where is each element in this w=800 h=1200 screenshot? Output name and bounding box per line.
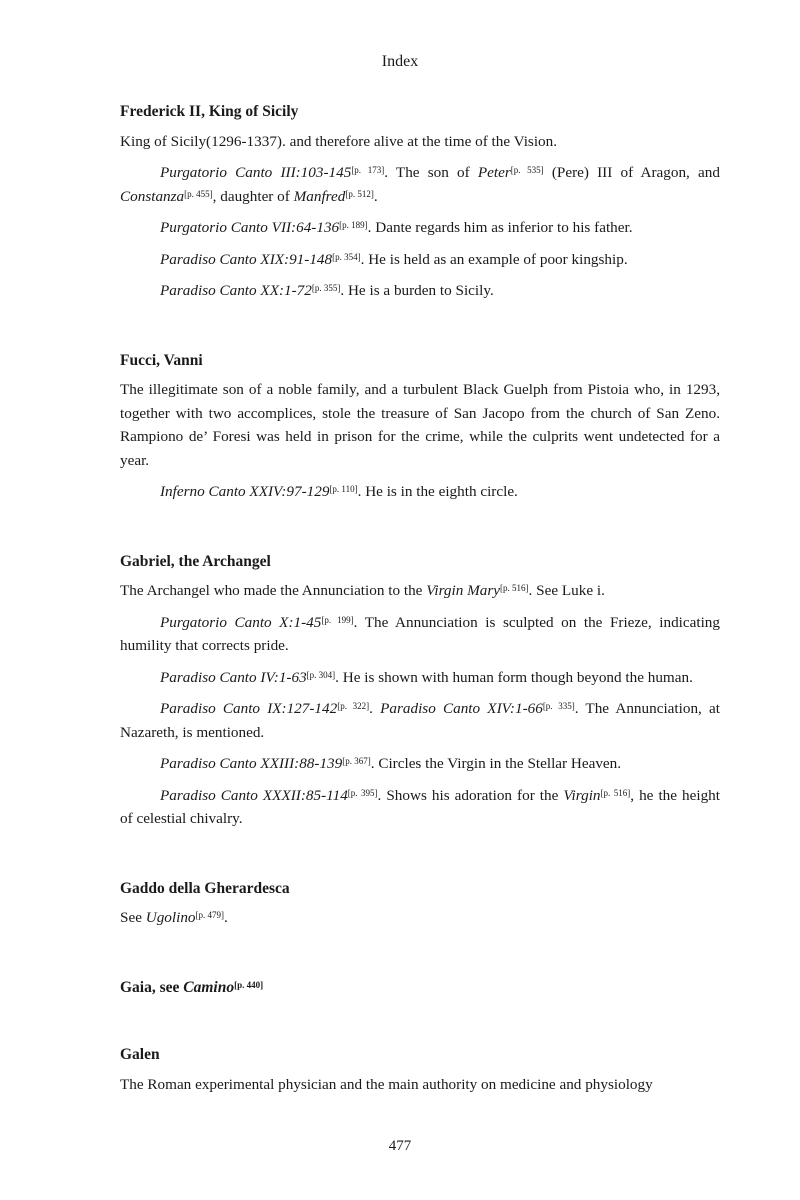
canto-link[interactable]: Purgatorio Canto VII:64-136 <box>160 219 340 236</box>
entry-spacer <box>120 1005 720 1043</box>
page-ref-link[interactable]: [p. 199] <box>321 614 354 625</box>
ref-text: . The son of <box>384 164 478 181</box>
name-link[interactable]: Virgin Mary <box>426 582 501 599</box>
entry-reference <box>120 279 720 303</box>
index-entry-frederick <box>120 100 720 303</box>
entry-heading: Frederick II, King of Sicily <box>120 103 299 120</box>
entry-reference <box>120 161 720 208</box>
entry-heading <box>120 976 720 1000</box>
entry-reference <box>120 248 720 272</box>
page-ref-link[interactable]: [p. 395] <box>347 787 378 798</box>
entry-heading: Galen <box>120 1046 160 1063</box>
ref-text: . The Annunciation is sculpted on the Frieze, indicating humility that corrects pride. <box>120 613 720 654</box>
ref-text: . He is shown with human form though beyond the human. <box>335 668 693 686</box>
canto-link[interactable]: Paradiso Canto XXXII:85-114 <box>160 786 348 804</box>
page-ref-link[interactable]: [p. 304] <box>306 669 336 680</box>
name-link[interactable]: Constanza <box>120 187 185 205</box>
entry-reference <box>120 216 720 240</box>
name-link[interactable]: Virgin <box>563 786 601 804</box>
name-link[interactable]: Ugolino <box>145 909 196 926</box>
heading-text: Gaia, see <box>120 978 184 996</box>
page-ref-link[interactable]: [p. 355] <box>311 283 341 293</box>
index-content <box>120 100 720 1104</box>
page-ref-link[interactable]: [p. 479] <box>195 910 225 920</box>
page-ref-link[interactable]: [p. 173] <box>351 165 385 175</box>
canto-link[interactable]: Purgatorio Canto III:103-145 <box>160 164 352 181</box>
page-ref-link[interactable]: [p. 535] <box>510 165 544 175</box>
page-number: 477 <box>388 1138 412 1154</box>
entry-spacer <box>120 311 720 349</box>
canto-link[interactable]: Inferno Canto XXIV:97-129 <box>160 483 330 500</box>
entry-description: King of Sicily(1296-1337). and therefore alive at the time of the Vision. <box>120 132 558 150</box>
desc-text: . See Luke i. <box>528 582 605 599</box>
entry-heading: Fucci, Vanni <box>120 351 203 369</box>
name-link[interactable]: Peter <box>477 164 511 181</box>
entry-reference <box>120 697 720 744</box>
canto-link[interactable]: Paradiso Canto XXIII:88-139 <box>160 755 343 772</box>
entry-reference <box>120 752 720 776</box>
page-ref-link[interactable]: [p. 516] <box>500 583 529 593</box>
page-ref-link[interactable]: [p. 335] <box>542 701 575 711</box>
canto-link[interactable]: Paradiso Canto XX:1-72 <box>160 282 312 299</box>
index-entry-gaia <box>120 976 720 1000</box>
canto-link[interactable]: Paradiso Canto IX:127-142 <box>160 700 338 717</box>
entry-description <box>120 906 720 930</box>
entry-reference <box>120 611 720 658</box>
ref-text: . The Annunciation, at Nazareth, is mentioned. <box>120 700 720 741</box>
entry-reference <box>120 666 720 690</box>
page-ref-link[interactable]: [p. 354] <box>332 251 361 262</box>
entry-description <box>120 579 720 603</box>
page-ref-link[interactable]: [p. 367] <box>342 756 371 766</box>
ref-text: (Pere) III of Aragon, and <box>543 164 720 181</box>
entry-description: The Roman experimental physician and the main authority on medicine and physiology <box>120 1075 653 1093</box>
ref-text: . He is in the eighth circle. <box>357 483 518 500</box>
ref-text: . He is held as an example of poor kingship. <box>360 250 628 268</box>
canto-link[interactable]: Paradiso Canto XIV:1-66 <box>380 700 543 717</box>
ref-text: . Circles the Virgin in the Stellar Heaven. <box>370 755 622 772</box>
page-ref-link[interactable]: [p. 455] <box>184 188 213 199</box>
canto-link[interactable]: Paradiso Canto XIX:91-148 <box>160 250 333 268</box>
desc-text: The Archangel who made the Annunciation to the <box>120 582 427 599</box>
entry-spacer <box>120 839 720 877</box>
page-ref-link[interactable]: [p. 440] <box>234 979 264 990</box>
ref-text: . <box>373 187 378 205</box>
ref-text: . Dante regards him as inferior to his father. <box>367 219 633 236</box>
entry-spacer <box>120 938 720 976</box>
page-ref-link[interactable]: [p. 322] <box>337 701 370 711</box>
entry-spacer <box>120 512 720 550</box>
ref-text: , daughter of <box>212 187 294 205</box>
page-ref-link[interactable]: [p. 516] <box>600 787 631 798</box>
index-entry-gaddo <box>120 877 720 930</box>
ref-text: . He is a burden to Sicily. <box>340 282 494 299</box>
index-entry-gabriel <box>120 550 720 831</box>
entry-description: The illegitimate son of a noble family, and a turbulent Black Guelph from Pistoia who, in 1293, together with two accomplices, stole the treasure of San Jacopo from the church of San Zeno. Rampiono de’ Foresi was held in prison for the crime, while the culprits went undetected for a year. <box>120 381 720 469</box>
page-ref-link[interactable]: [p. 110] <box>329 484 358 494</box>
running-head: Index <box>381 53 419 70</box>
desc-text: See <box>120 909 146 926</box>
ref-text: . <box>369 700 381 717</box>
page-ref-link[interactable]: [p. 189] <box>339 220 368 230</box>
ref-text: , he the height of celestial chivalry. <box>120 786 720 827</box>
canto-link[interactable]: Paradiso Canto IV:1-63 <box>160 668 307 686</box>
canto-link[interactable]: Purgatorio Canto X:1-45 <box>160 613 322 631</box>
ref-text: . Shows his adoration for the <box>377 786 564 804</box>
index-entry-fucci <box>120 349 720 504</box>
desc-text: . <box>224 909 228 926</box>
name-link[interactable]: Camino <box>183 978 235 996</box>
entry-heading: Gabriel, the Archangel <box>120 552 271 570</box>
entry-heading: Gaddo della Gherardesca <box>120 879 290 897</box>
entry-reference <box>120 784 720 831</box>
name-link[interactable]: Manfred <box>293 187 346 205</box>
index-entry-galen <box>120 1043 720 1096</box>
page-ref-link[interactable]: [p. 512] <box>345 188 374 199</box>
entry-reference <box>120 480 720 504</box>
